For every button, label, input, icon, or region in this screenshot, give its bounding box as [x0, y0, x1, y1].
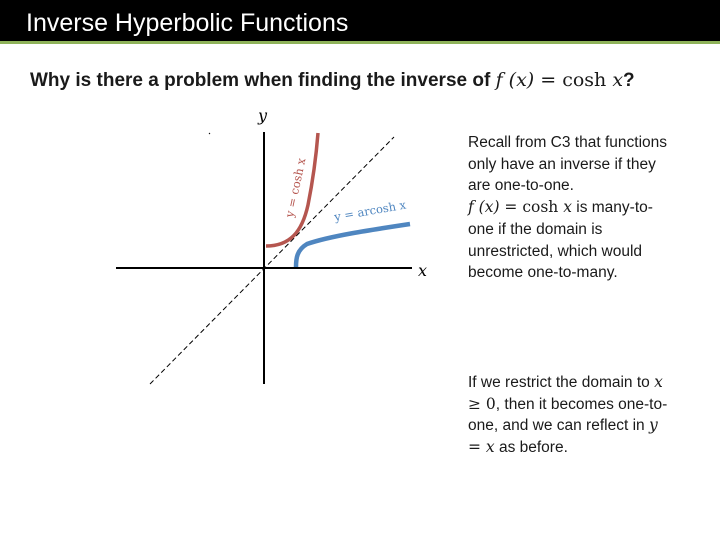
cosh-curve-label: y = cosh x [282, 156, 309, 219]
note1-line2: is many-to-one if the domain is unrestricted, which would become one-to-many. [468, 199, 653, 282]
note2-pre: If we restrict the domain to [468, 374, 655, 391]
note2-mid: , then it becomes one-to-one, and we can reflect in [468, 395, 668, 435]
question-prefix: Why is there a problem when finding the inverse of [30, 70, 496, 91]
note1-fx: f (x) [468, 198, 500, 217]
question-cosh: cosh [562, 69, 607, 91]
note2-post: as before. [494, 439, 568, 457]
arcosh-curve-label: y = arcosh x [333, 197, 408, 224]
mirror-line [150, 137, 394, 384]
question-x: x [606, 69, 624, 91]
graph-diagram [0, 100, 460, 400]
note1-line1: Recall from C3 that functions only have an inverse if they are one-to-one. [468, 134, 668, 195]
note1-eq: = cosh [499, 198, 564, 217]
x-axis-label: x [418, 261, 428, 280]
y-axis-label: y [258, 106, 268, 125]
question-suffix: ? [623, 70, 635, 91]
note1-x: x [563, 198, 572, 217]
note-restrict-domain [468, 372, 668, 459]
question-equals: = [534, 69, 563, 91]
question-text [30, 66, 700, 95]
note2-yx: y = x [468, 416, 658, 457]
note-one-to-one [468, 132, 668, 284]
title-bar [0, 0, 720, 44]
question-fx: f (x) [495, 69, 535, 91]
arcosh-curve [296, 224, 410, 267]
note2-x: x [654, 373, 663, 391]
stray-mark [209, 133, 210, 134]
slide-title: Inverse Hyperbolic Functions [26, 9, 349, 37]
note2-cond: ≥ 0 [468, 394, 496, 413]
